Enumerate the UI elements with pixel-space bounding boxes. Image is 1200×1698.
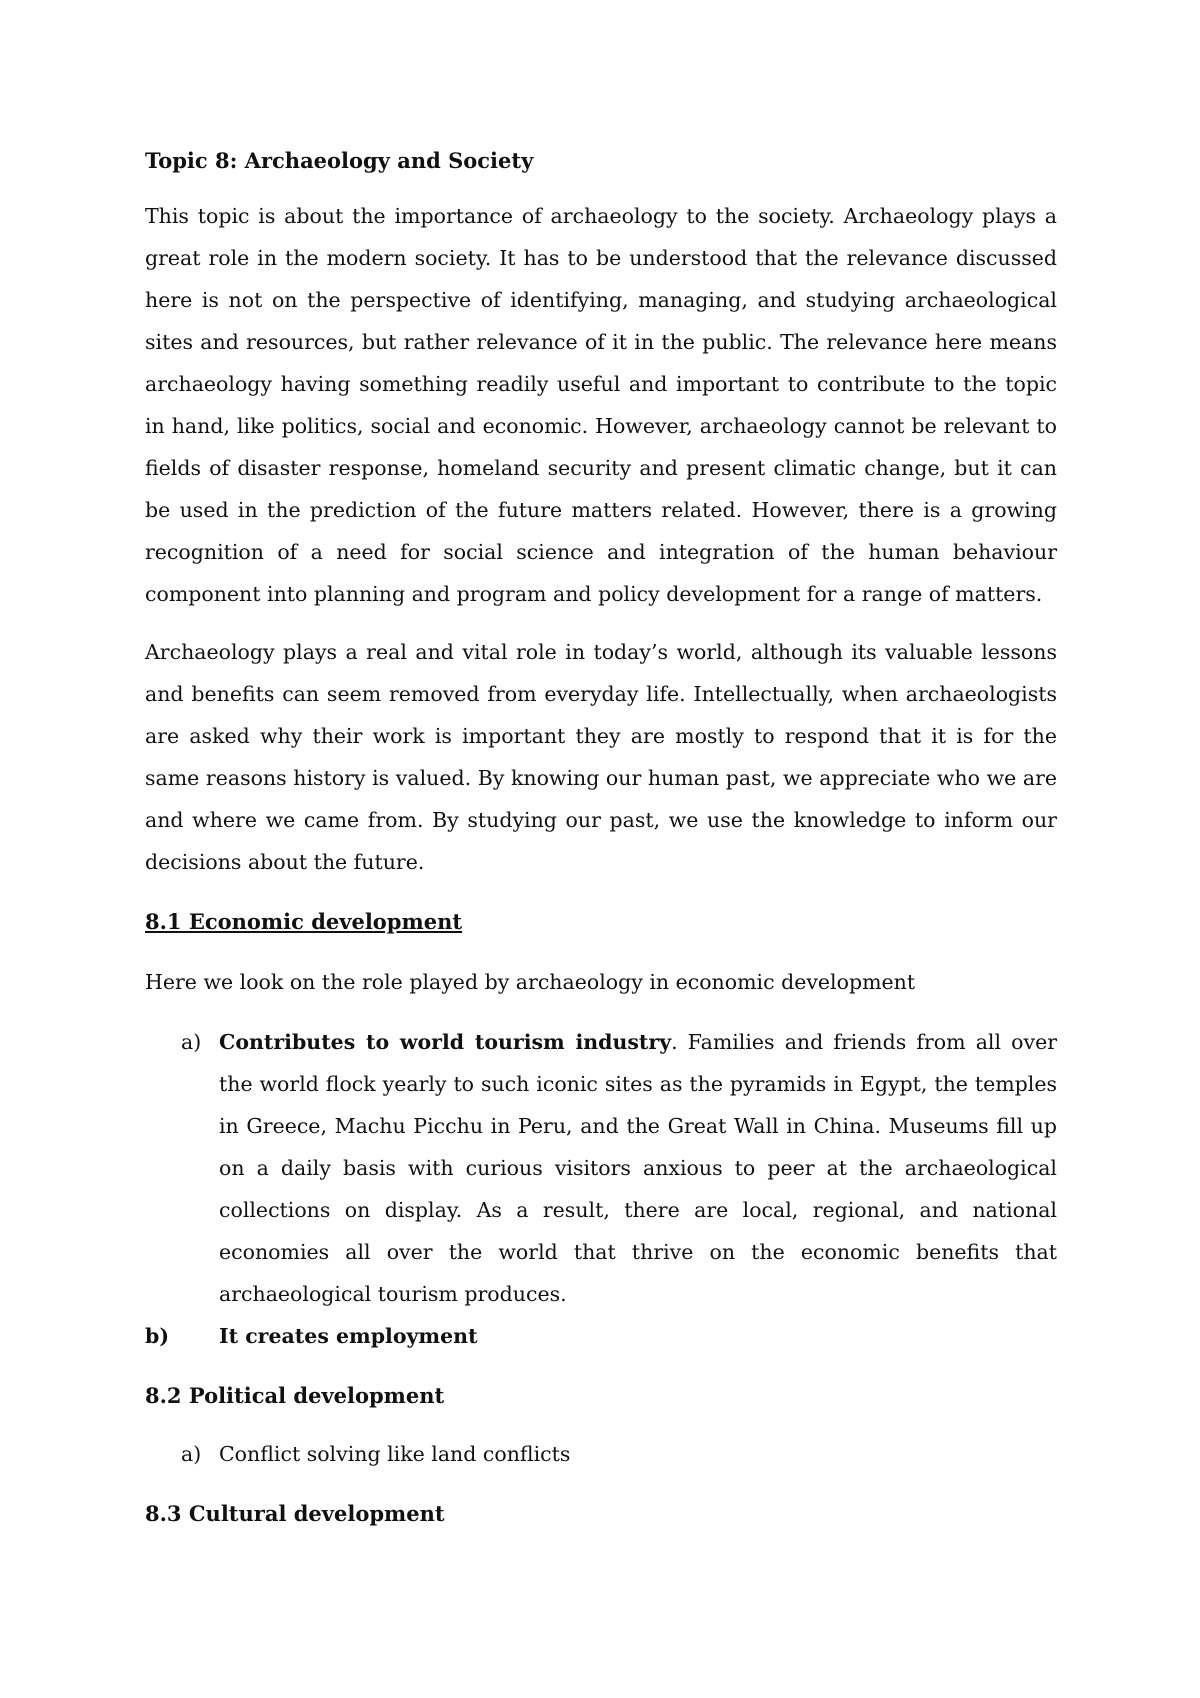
section-8-1-intro: Here we look on the role played by archaeology in economic development xyxy=(145,970,916,994)
list-item-text: . Families and friends from all over the world flock yearly to such iconic sites as the pyramids in Egypt, the temples in Greece, Machu Picchu in Peru, and the Great Wall in China. Museums fill up on a daily basis with curious visitors anxious to peer at the archaeological collections on display. As a result, there are local, regional, and national economies all over the world that thrive on the economic benefits that archaeological tourism produces. xyxy=(219,1030,1057,1306)
list-item-lead: Contributes to world tourism industry xyxy=(219,1030,672,1054)
section-heading-8-1: 8.1 Economic development xyxy=(145,909,463,934)
list-item xyxy=(145,1021,1057,1315)
list-item-text: It creates employment xyxy=(219,1324,478,1348)
section-heading-8-2: 8.2 Political development xyxy=(145,1383,445,1408)
document-page xyxy=(145,140,1057,1535)
list-item xyxy=(145,1433,1057,1475)
second-paragraph: Archaeology plays a real and vital role in today’s world, although its valuable lessons and benefits can seem removed from everyday life. Intellectually, when archaeologists are asked why their work is important they are mostly to respond that it is for the same reasons history is valued. By knowing our human past, we appreciate who we are and where we came from. By studying our past, we use the knowledge to inform our decisions about the future. xyxy=(145,640,1057,874)
section-heading-8-3: 8.3 Cultural development xyxy=(145,1501,445,1526)
list-marker: a) xyxy=(181,1442,202,1466)
page-title: Topic 8: Archaeology and Society xyxy=(145,148,534,173)
section-8-1-list xyxy=(145,1021,1057,1357)
section-8-2-list xyxy=(145,1433,1057,1475)
list-marker: b) xyxy=(145,1324,170,1348)
list-item-text: Conflict solving like land conflicts xyxy=(219,1442,571,1466)
list-marker: a) xyxy=(181,1030,202,1054)
intro-paragraph: This topic is about the importance of archaeology to the society. Archaeology plays a great role in the modern society. It has to be understood that the relevance discussed here is not on the perspective of identifying, managing, and studying archaeological sites and resources, but rather relevance of it in the public. The relevance here means archaeology having something readily useful and important to contribute to the topic in hand, like politics, social and economic. However, archaeology cannot be relevant to fields of disaster response, homeland security and present climatic change, but it can be used in the prediction of the future matters related. However, there is a growing recognition of a need for social science and integration of the human behaviour component into planning and program and policy development for a range of matters. xyxy=(145,204,1057,606)
list-item xyxy=(145,1315,1057,1357)
